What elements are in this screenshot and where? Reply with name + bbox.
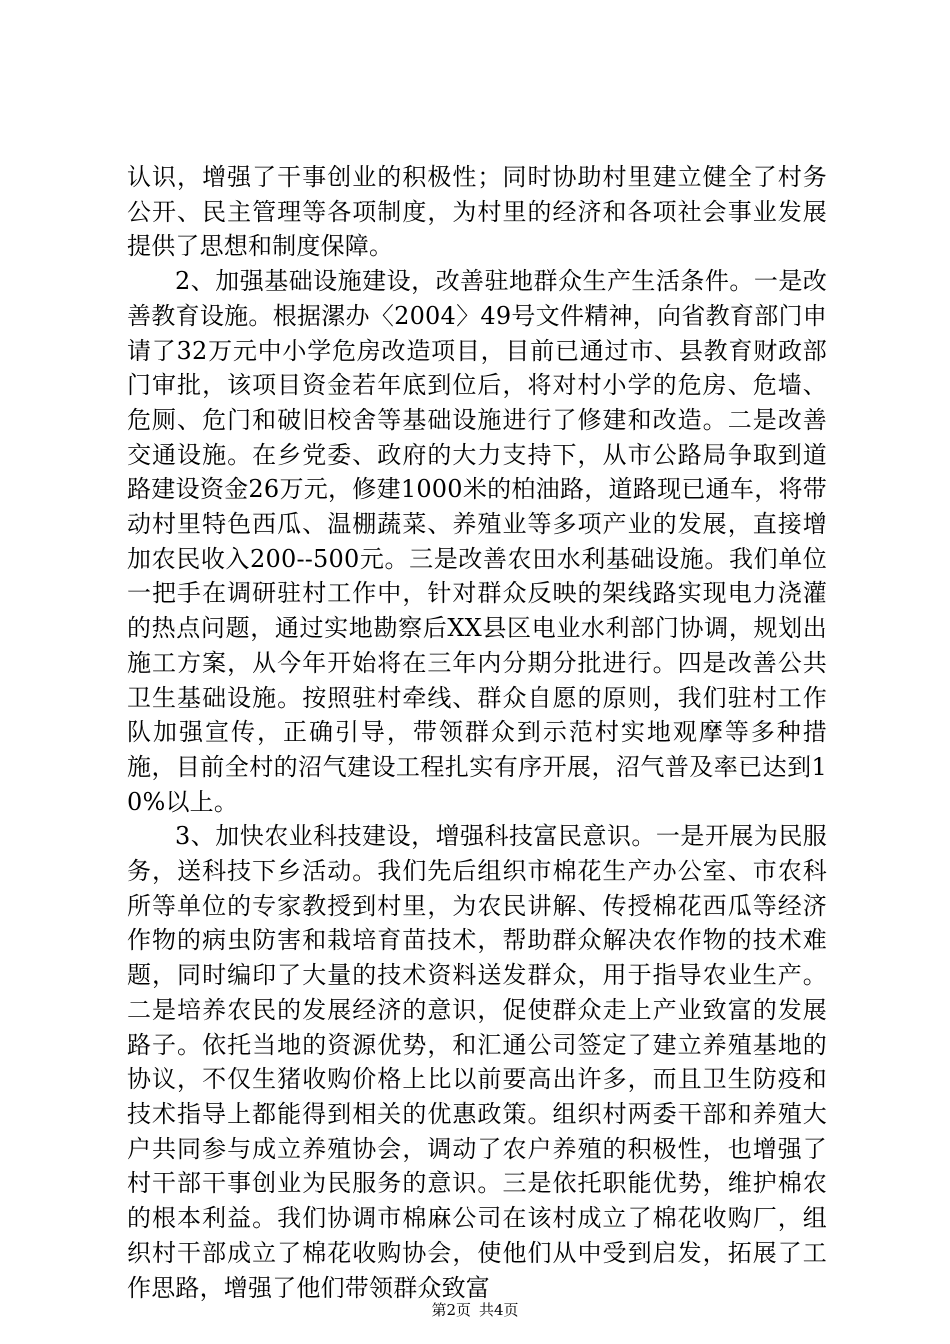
- paragraph-agri-tech: 3、加快农业科技建设，增强科技富民意识。一是开展为民服务，送科技下乡活动。我们先后组织市棉花生产办公室、市农科所等单位的专家教授到村里，为农民讲解、传授棉花西瓜等经济作物的病虫防害和栽培育苗技术，帮助群众解决农作物的技术难题，同时编印了大量的技术资料送发群众，用于指导农业生产。二是培养农民的发展经济的意识，促使群众走上产业致富的发展路子。依托当地的资源优势，和汇通公司签定了建立养殖基地的协议，不仅生猪收购价格上比以前要高出许多，而且卫生防疫和技术指导上都能得到相关的优惠政策。组织村两委干部和养殖大户共同参与成立养殖协会，调动了农户养殖的积极性，也增强了村干部干事创业为民服务的意识。三是依托职能优势，维护棉农的根本利益。我们协调市棉麻公司在该村成立了棉花收购厂，组织村干部成立了棉花收购协会，使他们从中受到启发，拓展了工作思路，增强了他们带领群众致富: [127, 822, 827, 1302]
- page-number: 第2页: [431, 1301, 471, 1319]
- paragraph-infrastructure: 2、加强基础设施建设，改善驻地群众生产生活条件。一是改善教育设施。根据漯办〈2004〉49号文件精神，向省教育部门申请了32万元中小学危房改造项目，目前已通过市、县教育财政部门审批，该项目资金若年底到位后，将对村小学的危房、危墙、危厕、危门和破旧校舍等基础设施进行了修建和改造。二是改善交通设施。在乡党委、政府的大力支持下，从市公路局争取到道路建设资金26万元，修建1000米的柏油路，道路现已通车，将带动村里特色西瓜、温棚蔬菜、养殖业等多项产业的发展，直接增加农民收入200--500元。三是改善农田水利基础设施。我们单位一把手在调研驻村工作中，针对群众反映的架线路实现电力浇灌的热点问题，通过实地勘察后XX县区电业水利部门协调，规划出施工方案，从今年开始将在三年内分期分批进行。四是改善公共卫生基础设施。按照驻村牵线、群众自愿的原则，我们驻村工作队加强宣传，正确引导，带领群众到示范村实地观摩等多种措施，目前全村的沼气建设工程扎实有序开展，沼气普及率已达到10%以上。: [127, 267, 827, 816]
- page-footer: [0, 1300, 950, 1320]
- document-body: [127, 160, 827, 1305]
- page-total: 共4页: [479, 1301, 519, 1319]
- paragraph-continuation: 认识，增强了干事创业的积极性；同时协助村里建立健全了村务公开、民主管理等各项制度，为村里的经济和各项社会事业发展提供了思想和制度保障。: [127, 163, 827, 261]
